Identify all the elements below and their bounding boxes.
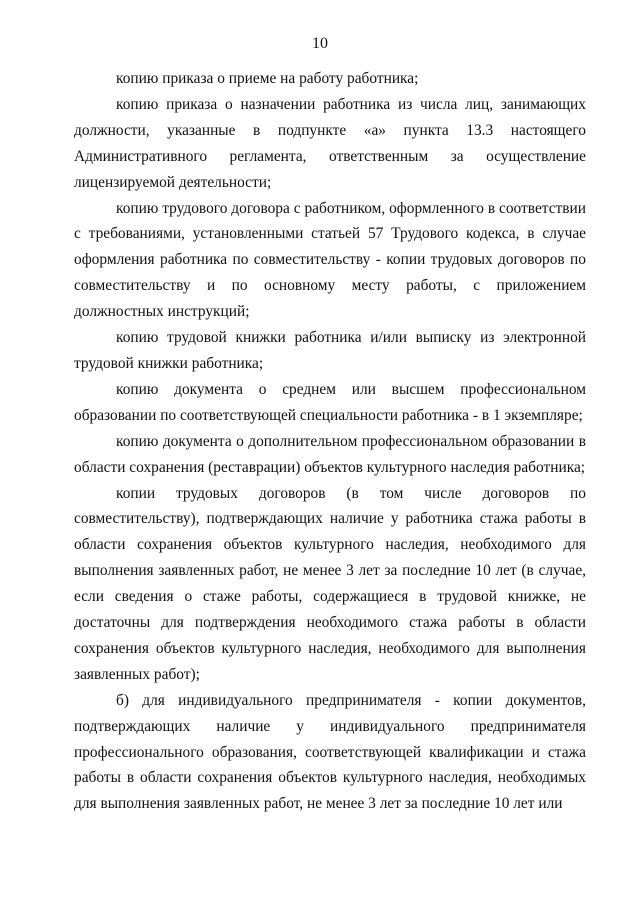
- paragraph-hire-order-copy: копию приказа о приеме на работу работника;: [116, 70, 419, 87]
- paragraph-education-document-copy: копию документа о среднем или высшем профессиональном образовании по соответствующей специальности работника - в 1 экземпляре;: [74, 380, 586, 424]
- page-number: 10: [312, 35, 328, 52]
- document-body: [74, 66, 586, 817]
- paragraph-employment-contract-copy: копию трудового договора с работником, оформленного в соответствии с требованиями, установленными статьей 57 Трудового кодекса, в случае оформления работника по совместительству - копии трудовых договоров по совместительству и по основному месту работы, с приложением должностных инструкций;: [74, 199, 586, 321]
- paragraph-individual-entrepreneur: б) для индивидуального предпринимателя - копии документов, подтверждающих наличие у индивидуального предпринимателя профессионального образования, соответствующей квалификации и стажа работы в области сохранения объектов культурного наследия, необходимых для выполнения заявленных работ, не менее 3 лет за последние 10 лет или: [74, 691, 586, 813]
- paragraph-appointment-order-copy: копию приказа о назначении работника из числа лиц, занимающих должности, указанные в подпункте «а» пункта 13.3 настоящего Административного регламента, ответственным за осуществление лицензируемой деятельности;: [74, 95, 586, 191]
- paragraph-employment-contracts-experience: копии трудовых договоров (в том числе договоров по совместительству), подтверждающих наличие у работника стажа работы в области сохранения объектов культурного наследия, необходимого для выполнения заявленных работ, не менее 3 лет за последние 10 лет (в случае, если сведения о стаже работы, содержащиеся в трудовой книжке, не достаточны для подтверждения необходимого стажа работы в области сохранения объектов культурного наследия, необходимого для выполнения заявленных работ);: [74, 484, 586, 683]
- paragraph-work-record-book-copy: копию трудовой книжки работника и/или выписку из электронной трудовой книжки работника;: [74, 329, 586, 372]
- paragraph-additional-education-copy: копию документа о дополнительном профессиональном образовании в области сохранения (реставрации) объектов культурного наследия работника;: [74, 432, 586, 476]
